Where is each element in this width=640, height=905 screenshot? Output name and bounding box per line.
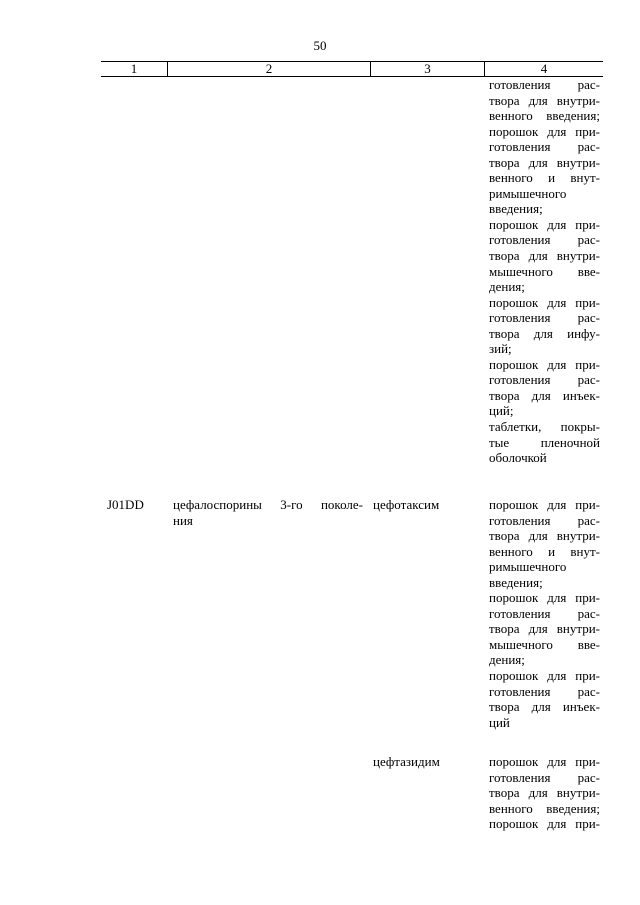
form-line: твора для инфу- xyxy=(489,325,600,341)
form-line: твора для инъек- xyxy=(489,699,600,715)
form-line: порошок для при- xyxy=(489,216,600,232)
form-line: дения; xyxy=(489,652,525,668)
form-line: зий; xyxy=(489,341,512,357)
form-line: венного и внут- xyxy=(489,170,600,186)
column-header-4: 4 xyxy=(485,62,604,77)
drug-name-ceftazidime: цефтазидим xyxy=(373,754,440,769)
form-line: готовления рас- xyxy=(489,605,600,621)
form-line: мышечного вве- xyxy=(489,263,600,279)
form-line: порошок для при- xyxy=(489,754,600,769)
continued-dosage-forms xyxy=(489,77,600,466)
form-line: введения; xyxy=(489,574,543,590)
pharmacological-group xyxy=(173,497,363,528)
form-line: порошок для при- xyxy=(489,816,600,832)
cefotaxime-dosage-forms xyxy=(489,497,600,730)
form-line: готовления рас- xyxy=(489,232,600,248)
form-line: дения; xyxy=(489,279,525,295)
form-line: твора для инъек- xyxy=(489,387,600,403)
form-line: таблетки, покры- xyxy=(489,419,600,435)
form-line: готовления рас- xyxy=(489,512,600,528)
ceftazidime-dosage-forms xyxy=(489,754,600,832)
form-line: готовления рас- xyxy=(489,683,600,699)
drug-name-cefotaxime: цефотаксим xyxy=(373,497,440,512)
column-header-2: 2 xyxy=(168,62,371,77)
form-line: ций xyxy=(489,714,510,730)
column-header-3: 3 xyxy=(371,62,485,77)
form-line: оболочкой xyxy=(489,450,547,466)
form-line: твора для внутри- xyxy=(489,528,600,544)
form-line: венного введения; xyxy=(489,108,600,124)
form-line: готовления рас- xyxy=(489,139,600,155)
form-line: порошок для при- xyxy=(489,356,600,372)
form-line: римышечного xyxy=(489,185,567,201)
form-line: твора для внутри- xyxy=(489,621,600,637)
form-line: порошок для при- xyxy=(489,123,600,139)
form-line: введения; xyxy=(489,201,543,217)
form-line: твора для внутри- xyxy=(489,92,600,108)
form-line: готовления рас- xyxy=(489,769,600,785)
form-line: готовления рас- xyxy=(489,372,600,388)
form-line: римышечного xyxy=(489,559,567,575)
form-line: готовления рас- xyxy=(489,77,600,92)
form-line: порошок для при- xyxy=(489,497,600,512)
form-line: готовления рас- xyxy=(489,310,600,326)
group-line-2: ния xyxy=(173,512,193,528)
form-line: порошок для при- xyxy=(489,668,600,684)
table-header-row xyxy=(101,61,603,77)
group-line-1: цефалоспорины 3-го поколе- xyxy=(173,497,363,512)
form-line: твора для внутри- xyxy=(489,785,600,801)
form-line: мышечного вве- xyxy=(489,636,600,652)
form-line: порошок для при- xyxy=(489,294,600,310)
atc-code: J01DD xyxy=(107,497,144,512)
column-header-1: 1 xyxy=(101,62,168,77)
form-line: ций; xyxy=(489,403,514,419)
form-line: тые пленочной xyxy=(489,434,600,450)
form-line: твора для внутри- xyxy=(489,248,600,264)
form-line: венного введения; xyxy=(489,800,600,816)
page-number: 50 xyxy=(313,38,327,53)
form-line: порошок для при- xyxy=(489,590,600,606)
form-line: венного и внут- xyxy=(489,543,600,559)
form-line: твора для внутри- xyxy=(489,154,600,170)
